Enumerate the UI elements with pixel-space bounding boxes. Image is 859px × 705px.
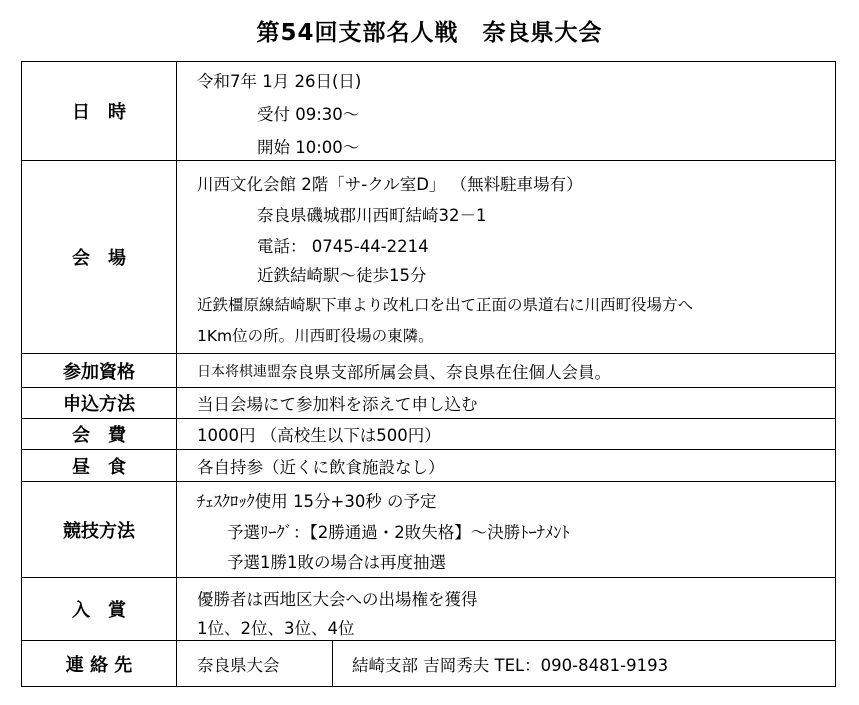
fee-text: 1000円 （高校生以下は500円）	[197, 426, 441, 445]
application-text: 当日会場にて参加料を添えて申し込む	[197, 395, 478, 414]
label-venue: 会 場	[22, 161, 177, 353]
lunch-text: 各自持参（近くに飲食施設なし）	[197, 457, 445, 477]
prize-ranks: 1位、2位、3位、4位	[197, 619, 355, 638]
label-date: 日 時	[22, 62, 177, 160]
venue-directions-2: 1Km位の所。川西町役場の東隣。	[197, 327, 434, 345]
format-prelim: 予選ﾘｰｸﾞ：【2勝通過・2敗失格】〜決勝ﾄｰﾅﾒﾝﾄ	[227, 523, 570, 542]
content-format	[177, 482, 835, 577]
contact-detail: 結崎支部 吉岡秀夫 TEL：090-8481-9193	[352, 655, 669, 675]
row-prize	[22, 578, 835, 641]
label-application: 申込方法	[22, 388, 177, 418]
format-tiebreak: 予選1勝1敗の場合は再度抽選	[227, 553, 446, 572]
content-venue	[177, 161, 835, 353]
row-eligibility	[22, 354, 835, 388]
venue-directions-1: 近鉄橿原線結崎駅下車より改札口を出て正面の県道右に川西町役場方へ	[197, 296, 694, 314]
label-prize: 入 賞	[22, 578, 177, 640]
date-line: 令和7年 1月 26日(日)	[197, 72, 362, 91]
eligibility-org: 日本将棋連盟	[197, 363, 281, 380]
row-fee	[22, 419, 835, 450]
info-table	[21, 61, 836, 687]
content-date	[177, 62, 835, 160]
eligibility-text: 奈良県支部所属会員、奈良県在住個人会員。	[281, 362, 611, 382]
contact-name: 奈良県大会	[197, 655, 280, 675]
row-format	[22, 482, 835, 578]
row-application	[22, 388, 835, 419]
label-eligibility: 参加資格	[22, 354, 177, 387]
page-title: 第54回支部名人戦 奈良県大会	[256, 20, 603, 46]
venue-access: 近鉄結崎駅〜徒歩15分	[257, 266, 427, 285]
label-fee: 会 費	[22, 419, 177, 449]
venue-name: 川西文化会館 2階「サ-クル室D」 （無料駐車場有）	[197, 175, 583, 194]
reception-time: 受付 09:30〜	[257, 105, 360, 124]
prize-text: 優勝者は西地区大会への出場権を獲得	[197, 590, 478, 609]
format-clock: ﾁｪｽｸﾛｯｸ使用 15分+30秒 の予定	[197, 492, 437, 511]
content-eligibility	[177, 354, 835, 387]
row-lunch	[22, 450, 835, 482]
row-date	[22, 62, 835, 161]
label-lunch: 昼 食	[22, 450, 177, 481]
label-contact: 連 絡 先	[22, 641, 177, 686]
row-contact	[22, 641, 835, 686]
label-format: 競技方法	[22, 482, 177, 577]
venue-address: 奈良県磯城郡川西町結崎32－1	[257, 206, 487, 225]
venue-phone: 電話： 0745-44-2214	[257, 237, 429, 256]
content-prize	[177, 578, 835, 640]
row-venue	[22, 161, 835, 354]
start-time: 開始 10:00〜	[257, 138, 360, 157]
